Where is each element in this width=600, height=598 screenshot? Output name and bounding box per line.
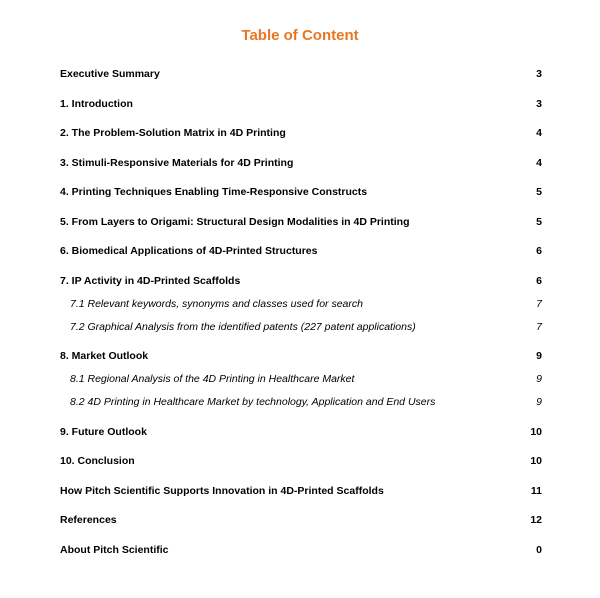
toc-entry-label: References bbox=[60, 514, 117, 526]
toc-entry[interactable] bbox=[60, 243, 542, 259]
toc-page-number: 5 bbox=[536, 216, 542, 228]
toc-entry[interactable] bbox=[60, 483, 542, 499]
toc-entry-label: 9. Future Outlook bbox=[60, 426, 147, 438]
toc-page-number: 6 bbox=[536, 275, 542, 287]
toc-entry-label: 7. IP Activity in 4D-Printed Scaffolds bbox=[60, 275, 241, 287]
toc-entry-label: 8.2 4D Printing in Healthcare Market by technology, Application and End Users bbox=[70, 396, 436, 408]
toc-entry[interactable] bbox=[60, 453, 542, 469]
toc-page-number: 6 bbox=[536, 245, 542, 257]
toc-page-number: 9 bbox=[536, 373, 542, 385]
toc-entry[interactable] bbox=[60, 273, 542, 289]
toc-page-number: 3 bbox=[536, 98, 542, 110]
toc-page-number: 0 bbox=[536, 544, 542, 556]
toc-page-number: 12 bbox=[530, 514, 542, 526]
toc-entry-label: About Pitch Scientific bbox=[60, 544, 169, 556]
page-title: Table of Content bbox=[241, 27, 359, 44]
toc-entry-label: 7.2 Graphical Analysis from the identified patents (227 patent applications) bbox=[70, 321, 416, 333]
toc-page-number: 7 bbox=[536, 298, 542, 310]
toc-page-number: 7 bbox=[536, 321, 542, 333]
toc-entry-label: 6. Biomedical Applications of 4D-Printed Structures bbox=[60, 245, 318, 257]
toc-entry-label: 10. Conclusion bbox=[60, 455, 135, 467]
toc-subentry[interactable] bbox=[70, 394, 542, 410]
toc-page-number: 9 bbox=[536, 396, 542, 408]
toc-page-number: 4 bbox=[536, 127, 542, 139]
toc-entry[interactable] bbox=[60, 96, 542, 112]
toc-entry[interactable] bbox=[60, 542, 542, 558]
toc-entry[interactable] bbox=[60, 155, 542, 171]
toc-entry-label: Executive Summary bbox=[60, 68, 160, 80]
toc-entry[interactable] bbox=[60, 214, 542, 230]
toc-entry-label: 5. From Layers to Origami: Structural Design Modalities in 4D Printing bbox=[60, 216, 410, 228]
toc-entry-label: 3. Stimuli-Responsive Materials for 4D Printing bbox=[60, 157, 294, 169]
toc-entry-label: 7.1 Relevant keywords, synonyms and classes used for search bbox=[70, 298, 363, 310]
toc-page-number: 5 bbox=[536, 186, 542, 198]
toc-subentry[interactable] bbox=[70, 371, 542, 387]
toc-entry-label: 2. The Problem-Solution Matrix in 4D Printing bbox=[60, 127, 286, 139]
toc-entry-label: 8.1 Regional Analysis of the 4D Printing in Healthcare Market bbox=[70, 373, 355, 385]
toc-entry[interactable] bbox=[60, 184, 542, 200]
toc-entry[interactable] bbox=[60, 348, 542, 364]
toc-entry[interactable] bbox=[60, 66, 542, 82]
toc-entry-label: 8. Market Outlook bbox=[60, 350, 149, 362]
toc-page-number: 9 bbox=[536, 350, 542, 362]
toc-page-number: 10 bbox=[530, 426, 542, 438]
toc-entry[interactable] bbox=[60, 424, 542, 440]
toc-subentry[interactable] bbox=[70, 296, 542, 312]
toc-page-number: 4 bbox=[536, 157, 542, 169]
toc-entry-label: 4. Printing Techniques Enabling Time-Responsive Constructs bbox=[60, 186, 368, 198]
toc-entry-label: How Pitch Scientific Supports Innovation in 4D-Printed Scaffolds bbox=[60, 485, 384, 497]
toc-subentry[interactable] bbox=[70, 319, 542, 335]
toc-entry[interactable] bbox=[60, 125, 542, 141]
toc-page-number: 11 bbox=[530, 485, 542, 497]
toc-entry-label: 1. Introduction bbox=[60, 98, 133, 110]
toc-page-number: 3 bbox=[536, 68, 542, 80]
toc-entry[interactable] bbox=[60, 512, 542, 528]
toc-page-number: 10 bbox=[530, 455, 542, 467]
